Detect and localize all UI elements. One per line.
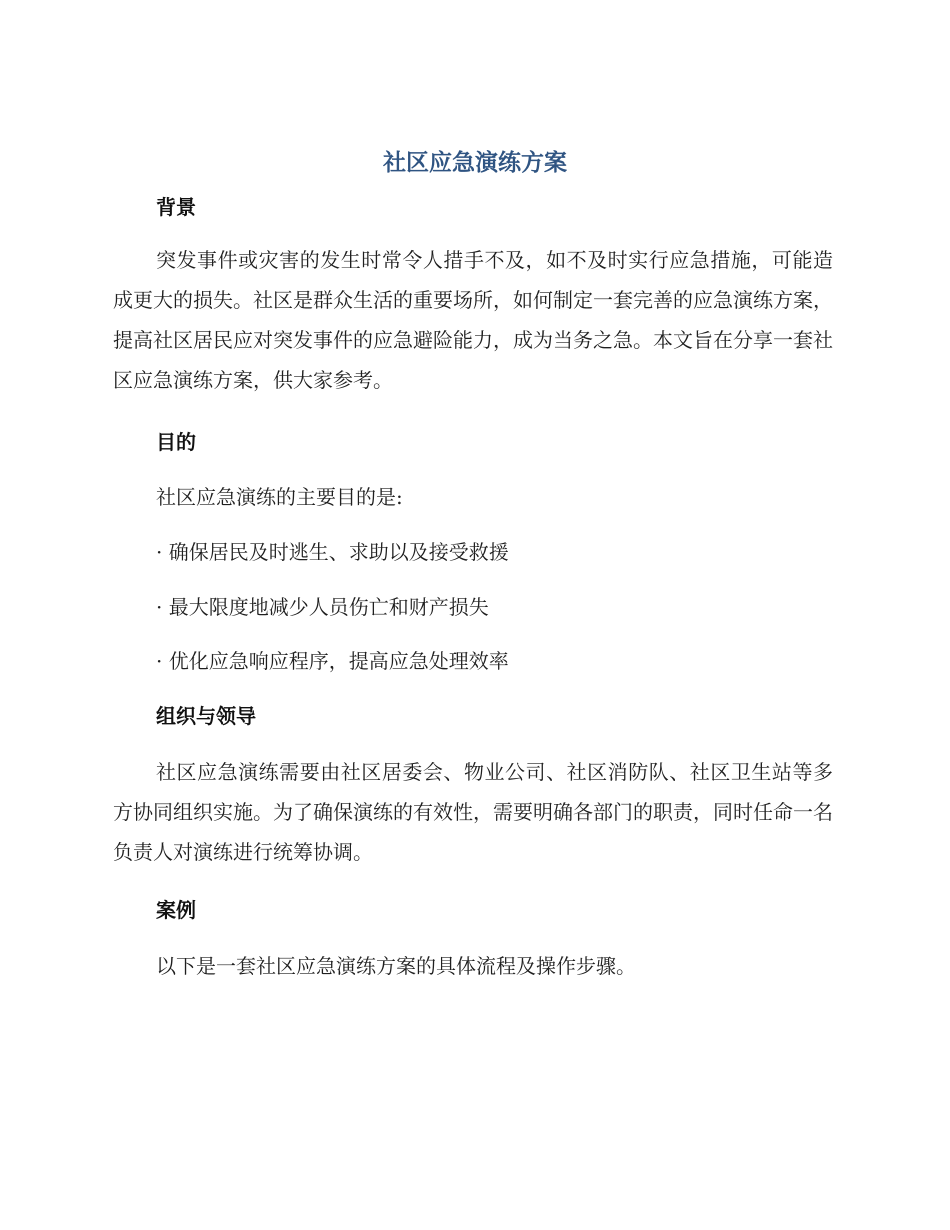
purpose-bullet-1: · 确保居民及时逃生、求助以及接受救援: [156, 540, 509, 564]
document-title: 社区应急演练方案: [383, 150, 567, 176]
case-intro: 以下是一套社区应急演练方案的具体流程及操作步骤。: [156, 954, 636, 978]
purpose-bullet-2: · 最大限度地减少人员伤亡和财产损失: [156, 595, 489, 619]
background-paragraph: 突发事件或灾害的发生时常令人措手不及，如不及时实行应急措施，可能造成更大的损失。社区是群众生活的重要场所，如何制定一套完善的应急演练方案，提高社区居民应对突发事件的应急避险能力，成为当务之急。本文旨在分享一套社区应急演练方案，供大家参考。: [113, 248, 833, 392]
purpose-bullet-3: · 优化应急响应程序，提高应急处理效率: [156, 649, 509, 673]
organization-paragraph: 社区应急演练需要由社区居委会、物业公司、社区消防队、社区卫生站等多方协同组织实施。为了确保演练的有效性，需要明确各部门的职责，同时任命一名负责人对演练进行统筹协调。: [113, 760, 833, 864]
section-heading-case: 案例: [156, 898, 196, 922]
purpose-intro: 社区应急演练的主要目的是:: [156, 485, 403, 509]
section-heading-background: 背景: [156, 195, 196, 219]
section-heading-organization: 组织与领导: [156, 704, 256, 728]
section-heading-purpose: 目的: [156, 430, 196, 454]
